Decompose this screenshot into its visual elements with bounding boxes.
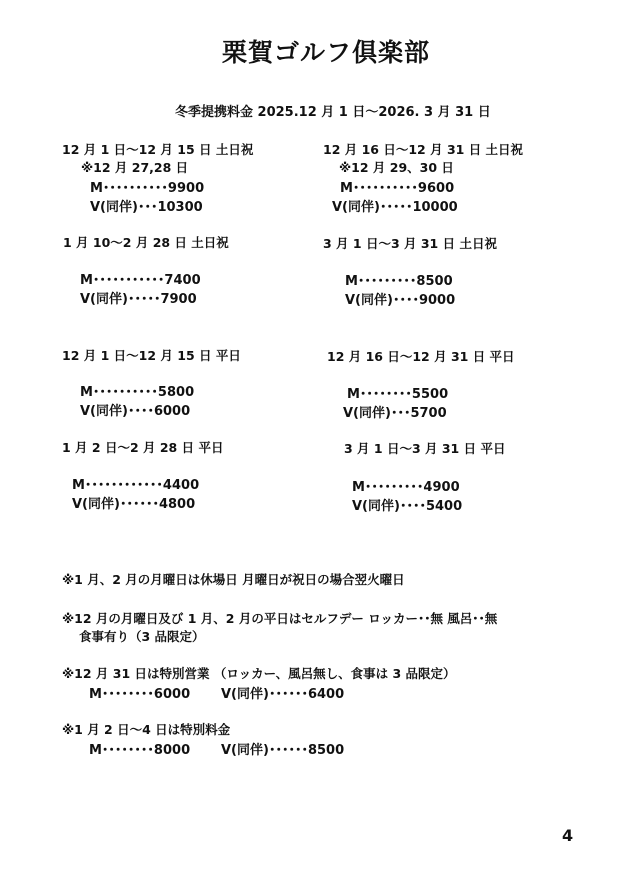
visitor-price: V(同伴)･････7900	[80, 292, 197, 307]
jan-special-visitor-price: V(同伴)･･････8500	[221, 743, 345, 758]
notice-meal: 食事有り（3 品限定）	[79, 629, 205, 644]
visitor-price: V(同伴)････9000	[345, 293, 456, 308]
member-price: M･･････････5800	[80, 385, 195, 400]
block-heading: 3 月 1 日～3 月 31 日 土日祝	[323, 236, 497, 251]
visitor-price: V(同伴)･･･10300	[90, 200, 203, 215]
visitor-price: V(同伴)････5400	[352, 499, 463, 514]
block-note: ※12 月 29、30 日	[339, 160, 454, 175]
member-price: M･･････････9600	[340, 181, 455, 196]
member-price: M･･･････････7400	[80, 273, 201, 288]
block-heading: 1 月 10～2 月 28 日 土日祝	[63, 235, 229, 250]
member-price: M････････････4400	[72, 478, 200, 493]
visitor-price: V(同伴)･･･5700	[343, 406, 447, 421]
jan-special-member-price: M････････8000	[89, 743, 191, 758]
block-heading: 12 月 1 日～12 月 15 日 土日祝	[62, 142, 254, 157]
visitor-price: V(同伴)･････10000	[332, 200, 458, 215]
page-number: 4	[562, 826, 574, 845]
page-title: 栗賀ゴルフ倶楽部	[222, 38, 431, 67]
pricing-period-subtitle: 冬季提携料金 2025.12 月 1 日～2026. 3 月 31 日	[175, 105, 491, 120]
member-price: M･････････4900	[352, 480, 460, 495]
dec31-visitor-price: V(同伴)･･････6400	[221, 687, 345, 702]
block-heading: 3 月 1 日～3 月 31 日 平日	[344, 441, 506, 456]
block-note: ※12 月 27,28 日	[81, 160, 189, 175]
block-heading: 1 月 2 日～2 月 28 日 平日	[62, 440, 224, 455]
block-heading: 12 月 16 日～12 月 31 日 平日	[327, 349, 515, 364]
member-price: M････････5500	[347, 387, 449, 402]
dec31-member-price: M････････6000	[89, 687, 191, 702]
notice-dec31: ※12 月 31 日は特別営業 （ロッカー、風呂無し、食事は 3 品限定）	[62, 666, 456, 681]
member-price: M･･････････9900	[90, 181, 205, 196]
visitor-price: V(同伴)･･････4800	[72, 497, 196, 512]
block-heading: 12 月 16 日～12 月 31 日 土日祝	[323, 142, 524, 157]
block-heading: 12 月 1 日～12 月 15 日 平日	[62, 348, 241, 363]
notice-closed-days: ※1 月、2 月の月曜日は休場日 月曜日が祝日の場合翌火曜日	[62, 572, 405, 587]
member-price: M･････････8500	[345, 274, 453, 289]
notice-self-day: ※12 月の月曜日及び 1 月、2 月の平日はセルフデー ロッカー･･無 風呂･･無	[62, 611, 498, 626]
visitor-price: V(同伴)････6000	[80, 404, 191, 419]
notice-jan-special: ※1 月 2 日～4 日は特別料金	[62, 722, 231, 737]
